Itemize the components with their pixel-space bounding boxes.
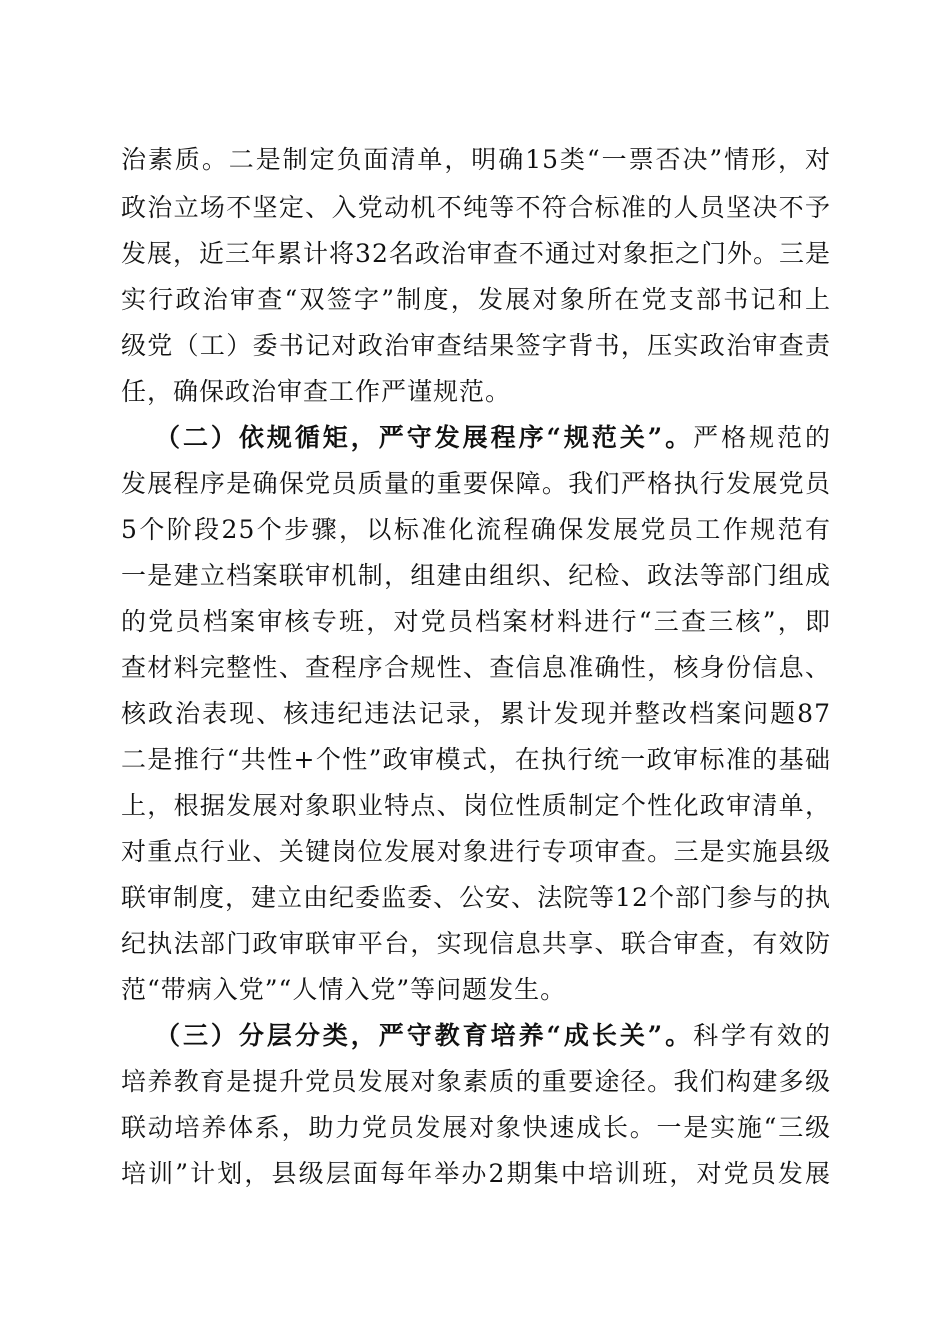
text-line: 一是建立档案联审机制，组建由组织、纪检、政法等部门组成 bbox=[121, 561, 831, 590]
text-line: 联审制度，建立由纪委监委、公安、法院等12个部门参与的执 bbox=[121, 883, 831, 912]
text-line: 培养教育是提升党员发展对象素质的重要途径。我们构建多级 bbox=[121, 1067, 831, 1096]
text-line: 联动培养体系，助力党员发展对象快速成长。一是实施“三级 bbox=[121, 1113, 831, 1142]
text-line: 范“带病入党”“人情入党”等问题发生。 bbox=[121, 975, 567, 1004]
text-line: 培训”计划，县级层面每年举办2期集中培训班，对党员发展 bbox=[121, 1159, 831, 1188]
heading-rest: 科学有效的 bbox=[693, 1021, 831, 1050]
section-heading-3 bbox=[155, 1012, 831, 1060]
text-line: 5个阶段25个步骤，以标准化流程确保发展党员工作规范有 bbox=[121, 515, 831, 544]
text-line: 二是推行“共性+个性”政审模式，在执行统一政审标准的基础 bbox=[121, 745, 831, 774]
text-line: 的党员档案审核专班，对党员档案材料进行“三查三核”，即 bbox=[121, 607, 831, 636]
heading-bold: （三）分层分类，严守教育培养“成长关”。 bbox=[155, 1021, 694, 1050]
text-line: 级党（工）委书记对政治审查结果签字背书，压实政治审查责 bbox=[121, 331, 831, 360]
text-line: 治素质。二是制定负面清单，明确15类“一票否决”情形，对 bbox=[121, 145, 831, 174]
heading-rest: 严格规范的 bbox=[693, 423, 831, 452]
text-line: 实行政治审查“双签字”制度，发展对象所在党支部书记和上 bbox=[121, 285, 831, 314]
text-line: 对重点行业、关键岗位发展对象进行专项审查。三是实施县级 bbox=[121, 837, 831, 866]
section-heading-2 bbox=[155, 414, 831, 462]
text-line: 发展程序是确保党员质量的重要保障。我们严格执行发展党员 bbox=[121, 469, 831, 498]
text-line: 政治立场不坚定、入党动机不纯等不符合标准的人员坚决不予 bbox=[121, 193, 831, 222]
text-line: 发展，近三年累计将32名政治审查不通过对象拒之门外。三是 bbox=[121, 239, 831, 268]
text-line: 上，根据发展对象职业特点、岗位性质制定个性化政审清单， bbox=[121, 791, 831, 820]
text-line: 纪执法部门政审联审平台，实现信息共享、联合审查，有效防 bbox=[121, 929, 831, 958]
text-line: 查材料完整性、查程序合规性、查信息准确性，核身份信息、 bbox=[121, 653, 831, 682]
text-line: 核政治表现、核违纪违法记录，累计发现并整改档案问题87 bbox=[121, 699, 831, 728]
heading-bold: （二）依规循矩，严守发展程序“规范关”。 bbox=[155, 423, 694, 452]
text-line: 任，确保政治审查工作严谨规范。 bbox=[121, 377, 512, 406]
